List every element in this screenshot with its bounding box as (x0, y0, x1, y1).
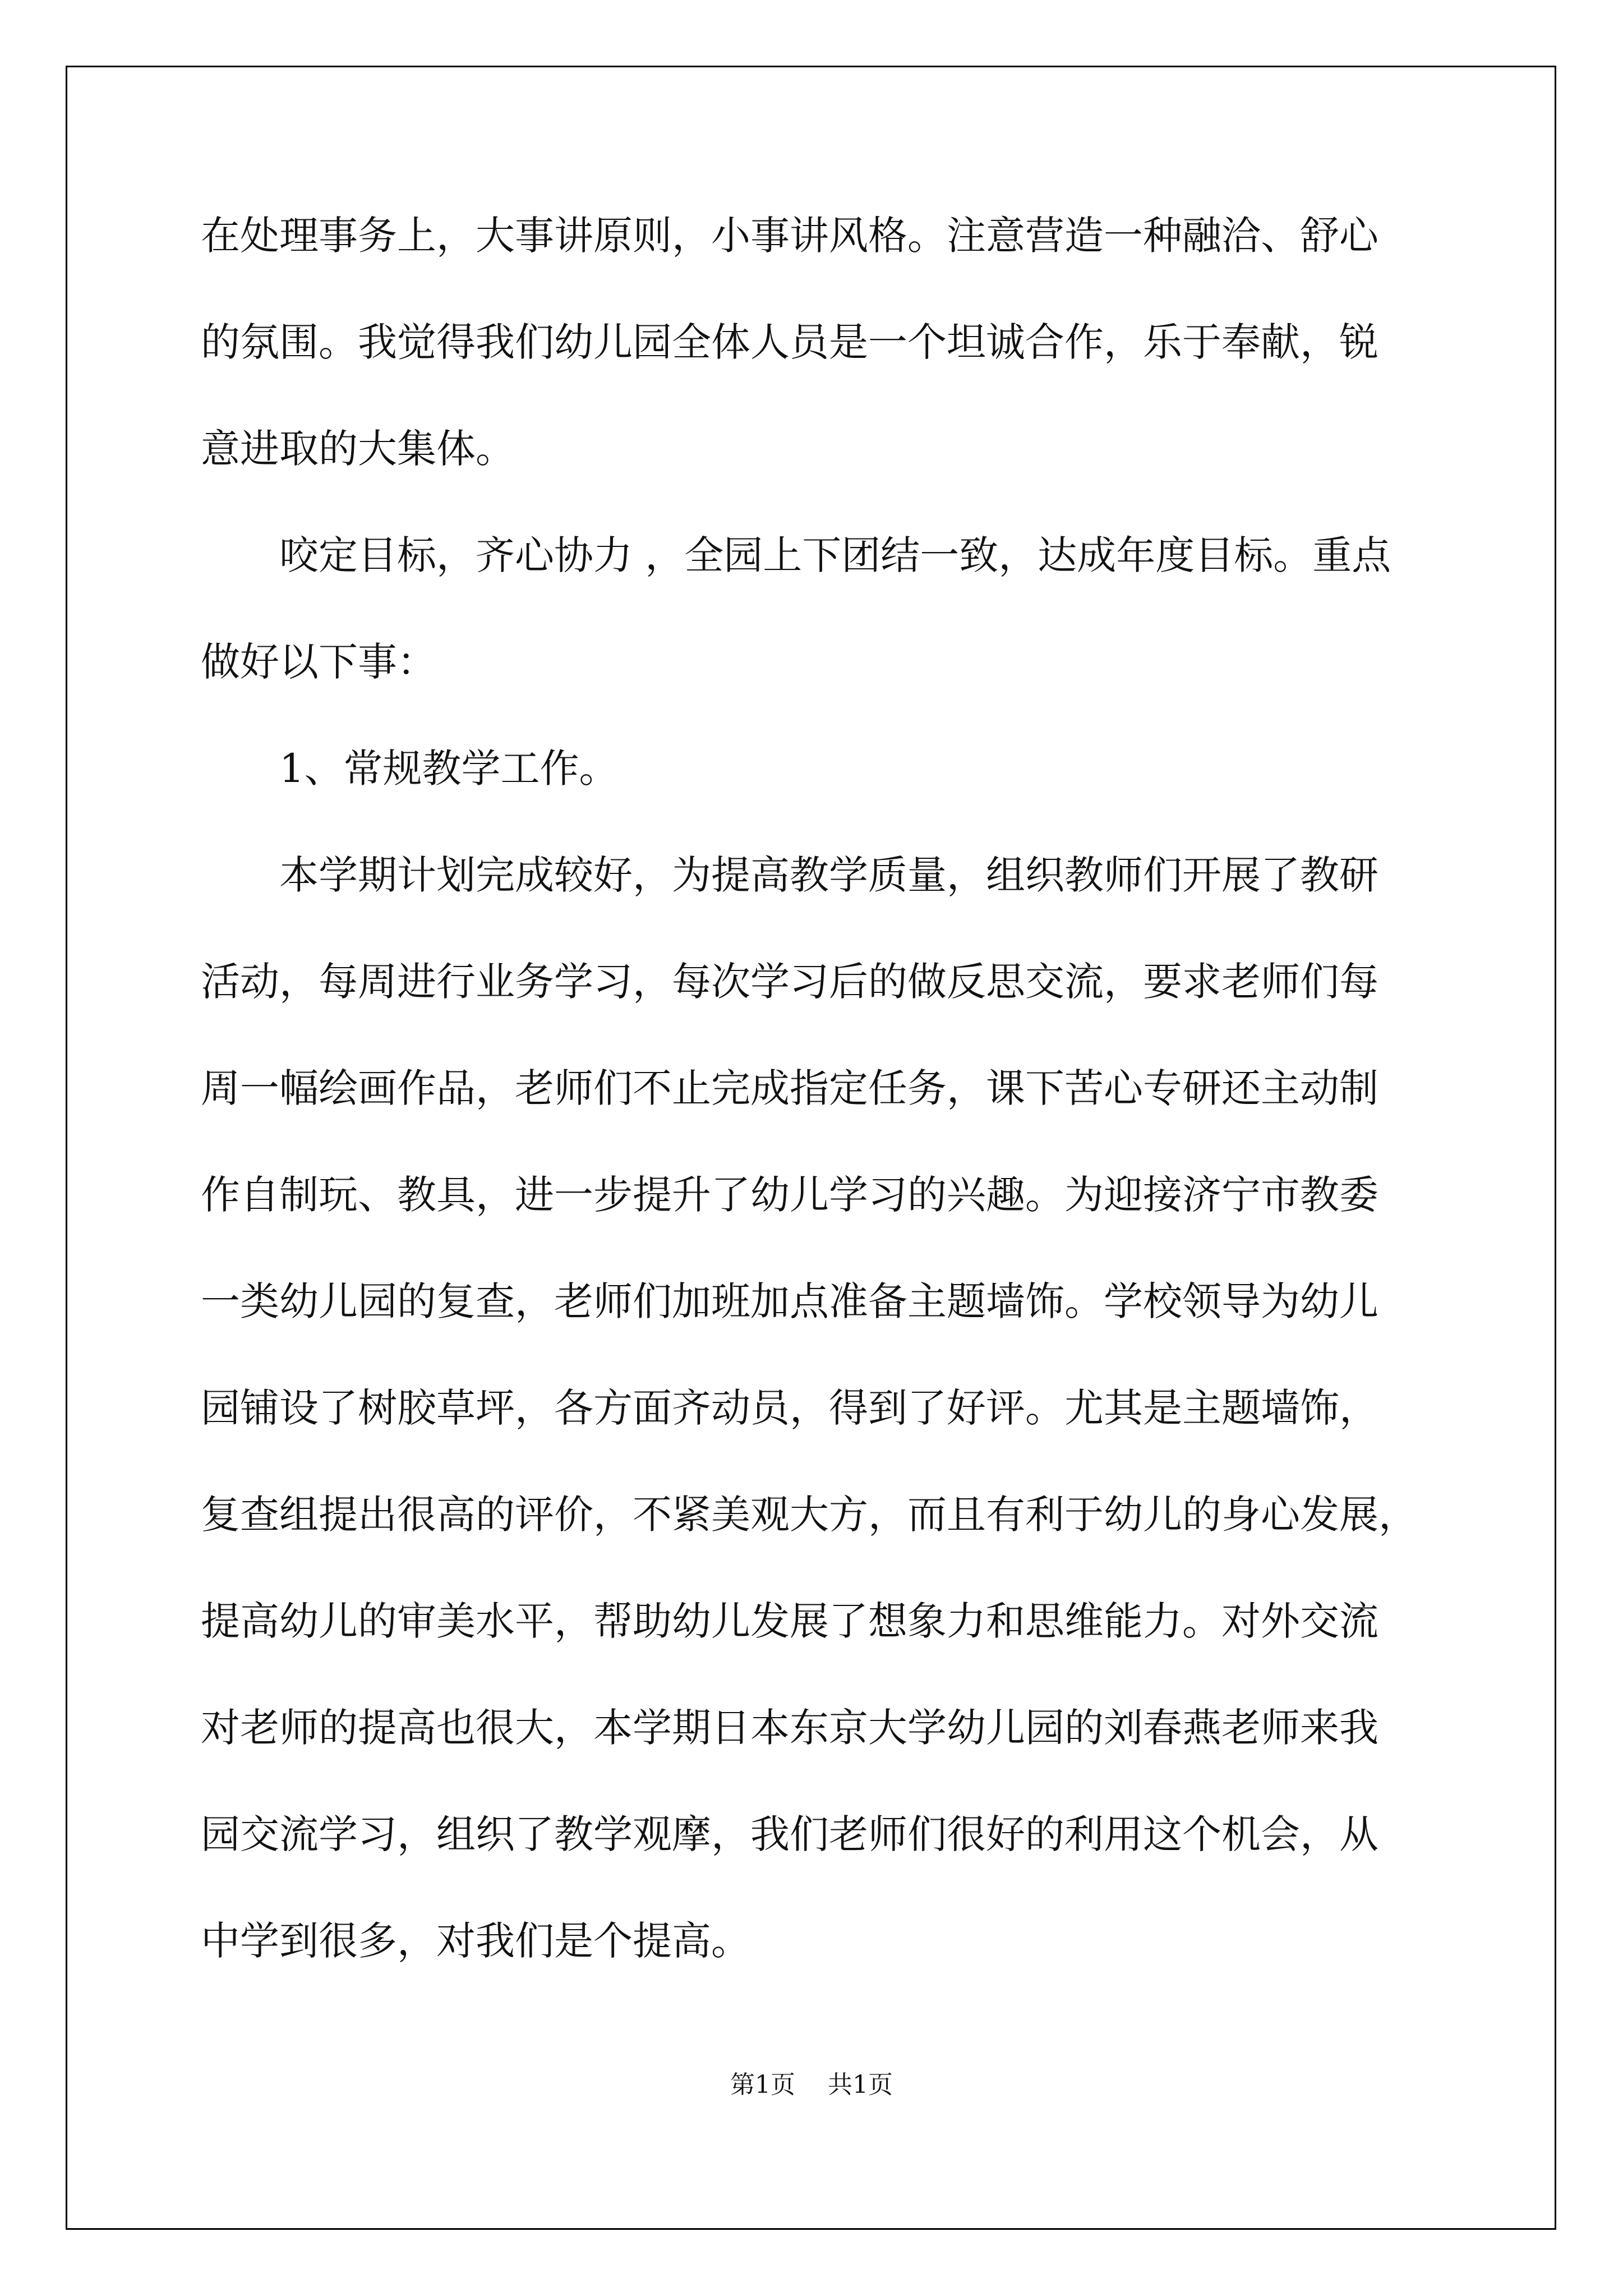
paragraph-line: 意进取的大集体。 (201, 426, 515, 472)
paragraph-line: 周一幅绘画作品，老师们不止完成指定任务，课下苦心专研还主动制 (201, 1065, 1378, 1111)
page-number-current: 第1页 (730, 2070, 795, 2099)
page-border (66, 66, 1556, 2230)
paragraph-line: 在处理事务上，大事讲原则，小事讲风格。注意营造一种融洽、舒心 (201, 213, 1378, 259)
paragraph-line: 提高幼儿的审美水平，帮助幼儿发展了想象力和思维能力。对外交流 (201, 1598, 1378, 1644)
paragraph-line: 一类幼儿园的复查，老师们加班加点准备主题墙饰。学校领导为幼儿 (201, 1278, 1378, 1324)
paragraph-line: 复查组提出很高的评价，不紧美观大方，而且有利于幼儿的身心发展， (201, 1492, 1418, 1538)
paragraph-line: 咬定目标，齐心协力 ，全园上下团结一致，达成年度目标。重点 (279, 532, 1391, 578)
paragraph-line: 中学到很多，对我们是个提高。 (201, 1918, 750, 1964)
paragraph-line: 做好以下事： (201, 639, 436, 685)
paragraph-line: 园铺设了树胶草坪，各方面齐动员，得到了好评。尤其是主题墙饰， (201, 1385, 1378, 1431)
page-number-total: 共1页 (828, 2070, 893, 2099)
paragraph-line: 活动，每周进行业务学习，每次学习后的做反思交流，要求老师们每 (201, 959, 1378, 1005)
paragraph-line: 作自制玩、教具，进一步提升了幼儿学习的兴趣。为迎接济宁市教委 (201, 1172, 1378, 1218)
paragraph-line: 的氛围。我觉得我们幼儿园全体人员是一个坦诚合作，乐于奉献，锐 (201, 319, 1378, 365)
section-heading: 1、常规教学工作。 (279, 746, 619, 792)
paragraph-line: 对老师的提高也很大，本学期日本东京大学幼儿园的刘春燕老师来我 (201, 1705, 1378, 1751)
paragraph-line: 本学期计划完成较好，为提高教学质量，组织教师们开展了教研 (279, 852, 1378, 898)
page-footer (0, 2064, 1623, 2100)
paragraph-line: 园交流学习，组织了教学观摩，我们老师们很好的利用这个机会，从 (201, 1811, 1378, 1857)
